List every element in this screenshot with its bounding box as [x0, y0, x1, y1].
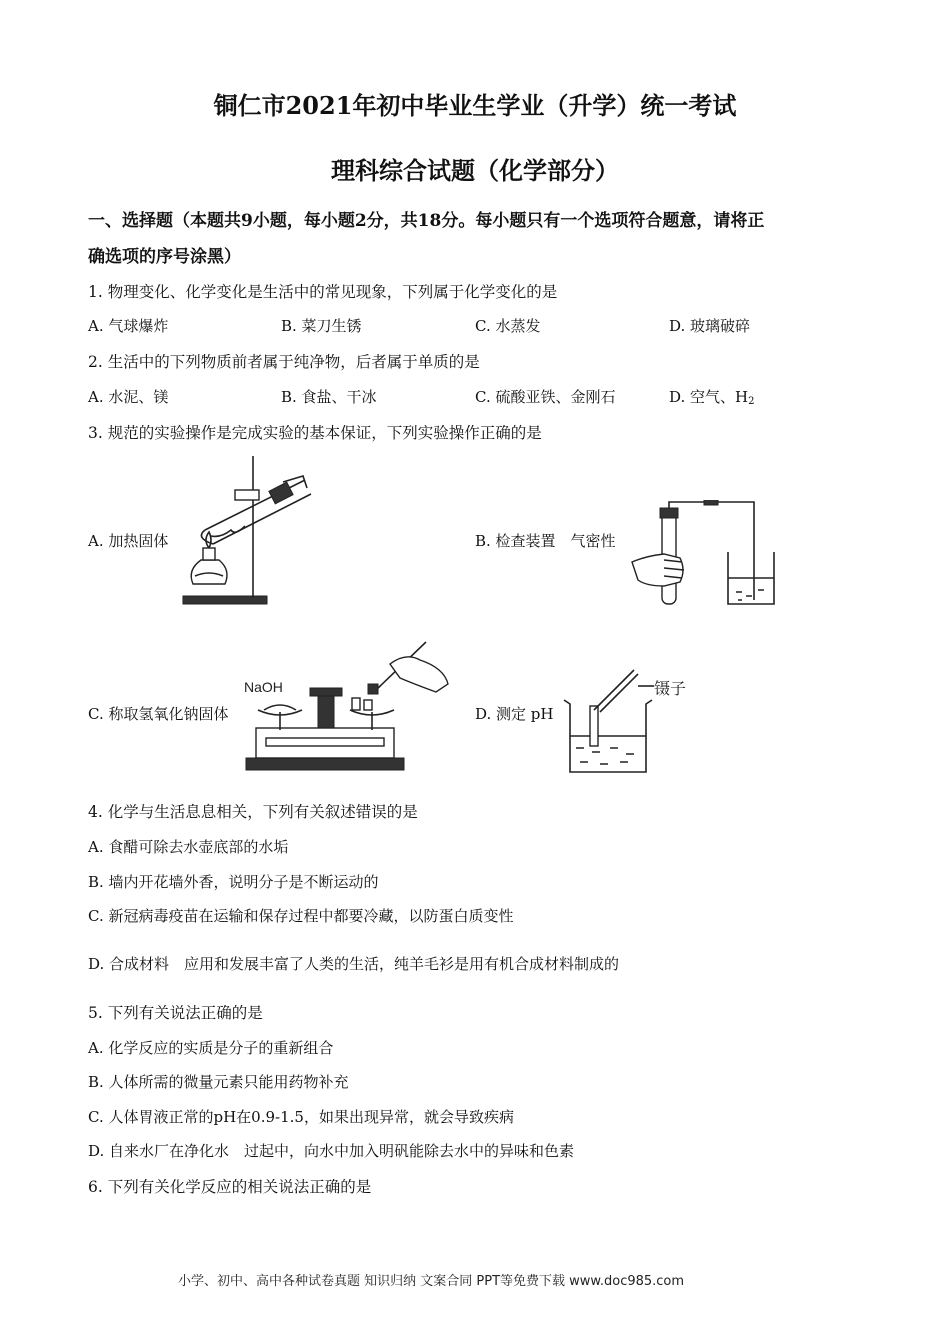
q5-option-d: D. 自来水厂在净化水 过起中，向水中加入明矾能除去水中的异味和色素 [88, 1142, 575, 1160]
q3-option-c: C. 称取氢氧化钠固体 [88, 705, 229, 723]
exam-title: 铜仁市2021年初中毕业生学业（升学）统一考试 [213, 91, 737, 120]
page-footer: 小学、初中、高中各种试卷真题 知识归纳 文案合同 PPT等免费下载 www.doc985.com [178, 1274, 685, 1289]
q2-option-d-text: D. 空气、H [669, 388, 749, 406]
q2-option-a: A. 水泥、镁 [88, 388, 169, 406]
exam-subtitle: 理科综合试题（化学部分） [331, 156, 619, 185]
q4-stem: 4. 化学与生活息息相关，下列有关叙述错误的是 [88, 803, 418, 821]
q3-stem: 3. 规范的实验操作是完成实验的基本保证，下列实验操作正确的是 [88, 424, 542, 442]
q1-option-b: B. 菜刀生锈 [281, 317, 362, 335]
q2-option-b: B. 食盐、干冰 [281, 388, 377, 406]
q4-option-a: A. 食醋可除去水壶底部的水垢 [88, 838, 289, 856]
q3-option-b: B. 检查装置 气密性 [475, 532, 616, 550]
tweezers-label: 镊子 [654, 679, 687, 698]
q5-stem: 5. 下列有关说法正确的是 [88, 1004, 263, 1022]
q5-option-a: A. 化学反应的实质是分子的重新组合 [88, 1039, 334, 1057]
naoh-label: NaOH [244, 679, 283, 695]
q1-option-d: D. 玻璃破碎 [669, 317, 751, 335]
airtightness-figure [628, 500, 778, 612]
q1-option-c: C. 水蒸发 [475, 317, 541, 335]
q4-option-b: B. 墙内开花墙外香，说明分子是不断运动的 [88, 873, 379, 891]
q3-option-d: D. 测定 pH [475, 705, 554, 723]
heating-solid-figure [175, 452, 325, 610]
q5-option-b: B. 人体所需的微量元素只能用药物补充 [88, 1073, 349, 1091]
q2-option-d [669, 386, 754, 407]
q2-option-c: C. 硫酸亚铁、金刚石 [475, 388, 616, 406]
q6-stem: 6. 下列有关化学反应的相关说法正确的是 [88, 1178, 372, 1196]
q4-option-d: D. 合成材料 应用和发展丰富了人类的生活，纯羊毛衫是用有机合成材料制成的 [88, 955, 620, 973]
q1-option-a: A. 气球爆炸 [88, 317, 169, 335]
section-heading-line1: 一、选择题（本题共9小题，每小题2分，共18分。每小题只有一个选项符合题意，请将正 [88, 211, 765, 231]
q5-option-c: C. 人体胃液正常的pH在0.9-1.5，如果出现异常，就会导致疾病 [88, 1108, 514, 1126]
q3-option-a: A. 加热固体 [88, 532, 169, 550]
q4-option-c: C. 新冠病毒疫苗在运输和保存过程中都要冷藏，以防蛋白质变性 [88, 907, 514, 925]
weighing-figure [240, 634, 450, 776]
ph-test-figure [560, 664, 720, 776]
q2-stem: 2. 生活中的下列物质前者属于纯净物，后者属于单质的是 [88, 353, 480, 371]
q1-stem: 1. 物理变化、化学变化是生活中的常见现象，下列属于化学变化的是 [88, 283, 558, 301]
q2-option-d-subscript: 2 [748, 396, 755, 407]
section-heading-line2: 确选项的序号涂黑） [88, 247, 241, 267]
